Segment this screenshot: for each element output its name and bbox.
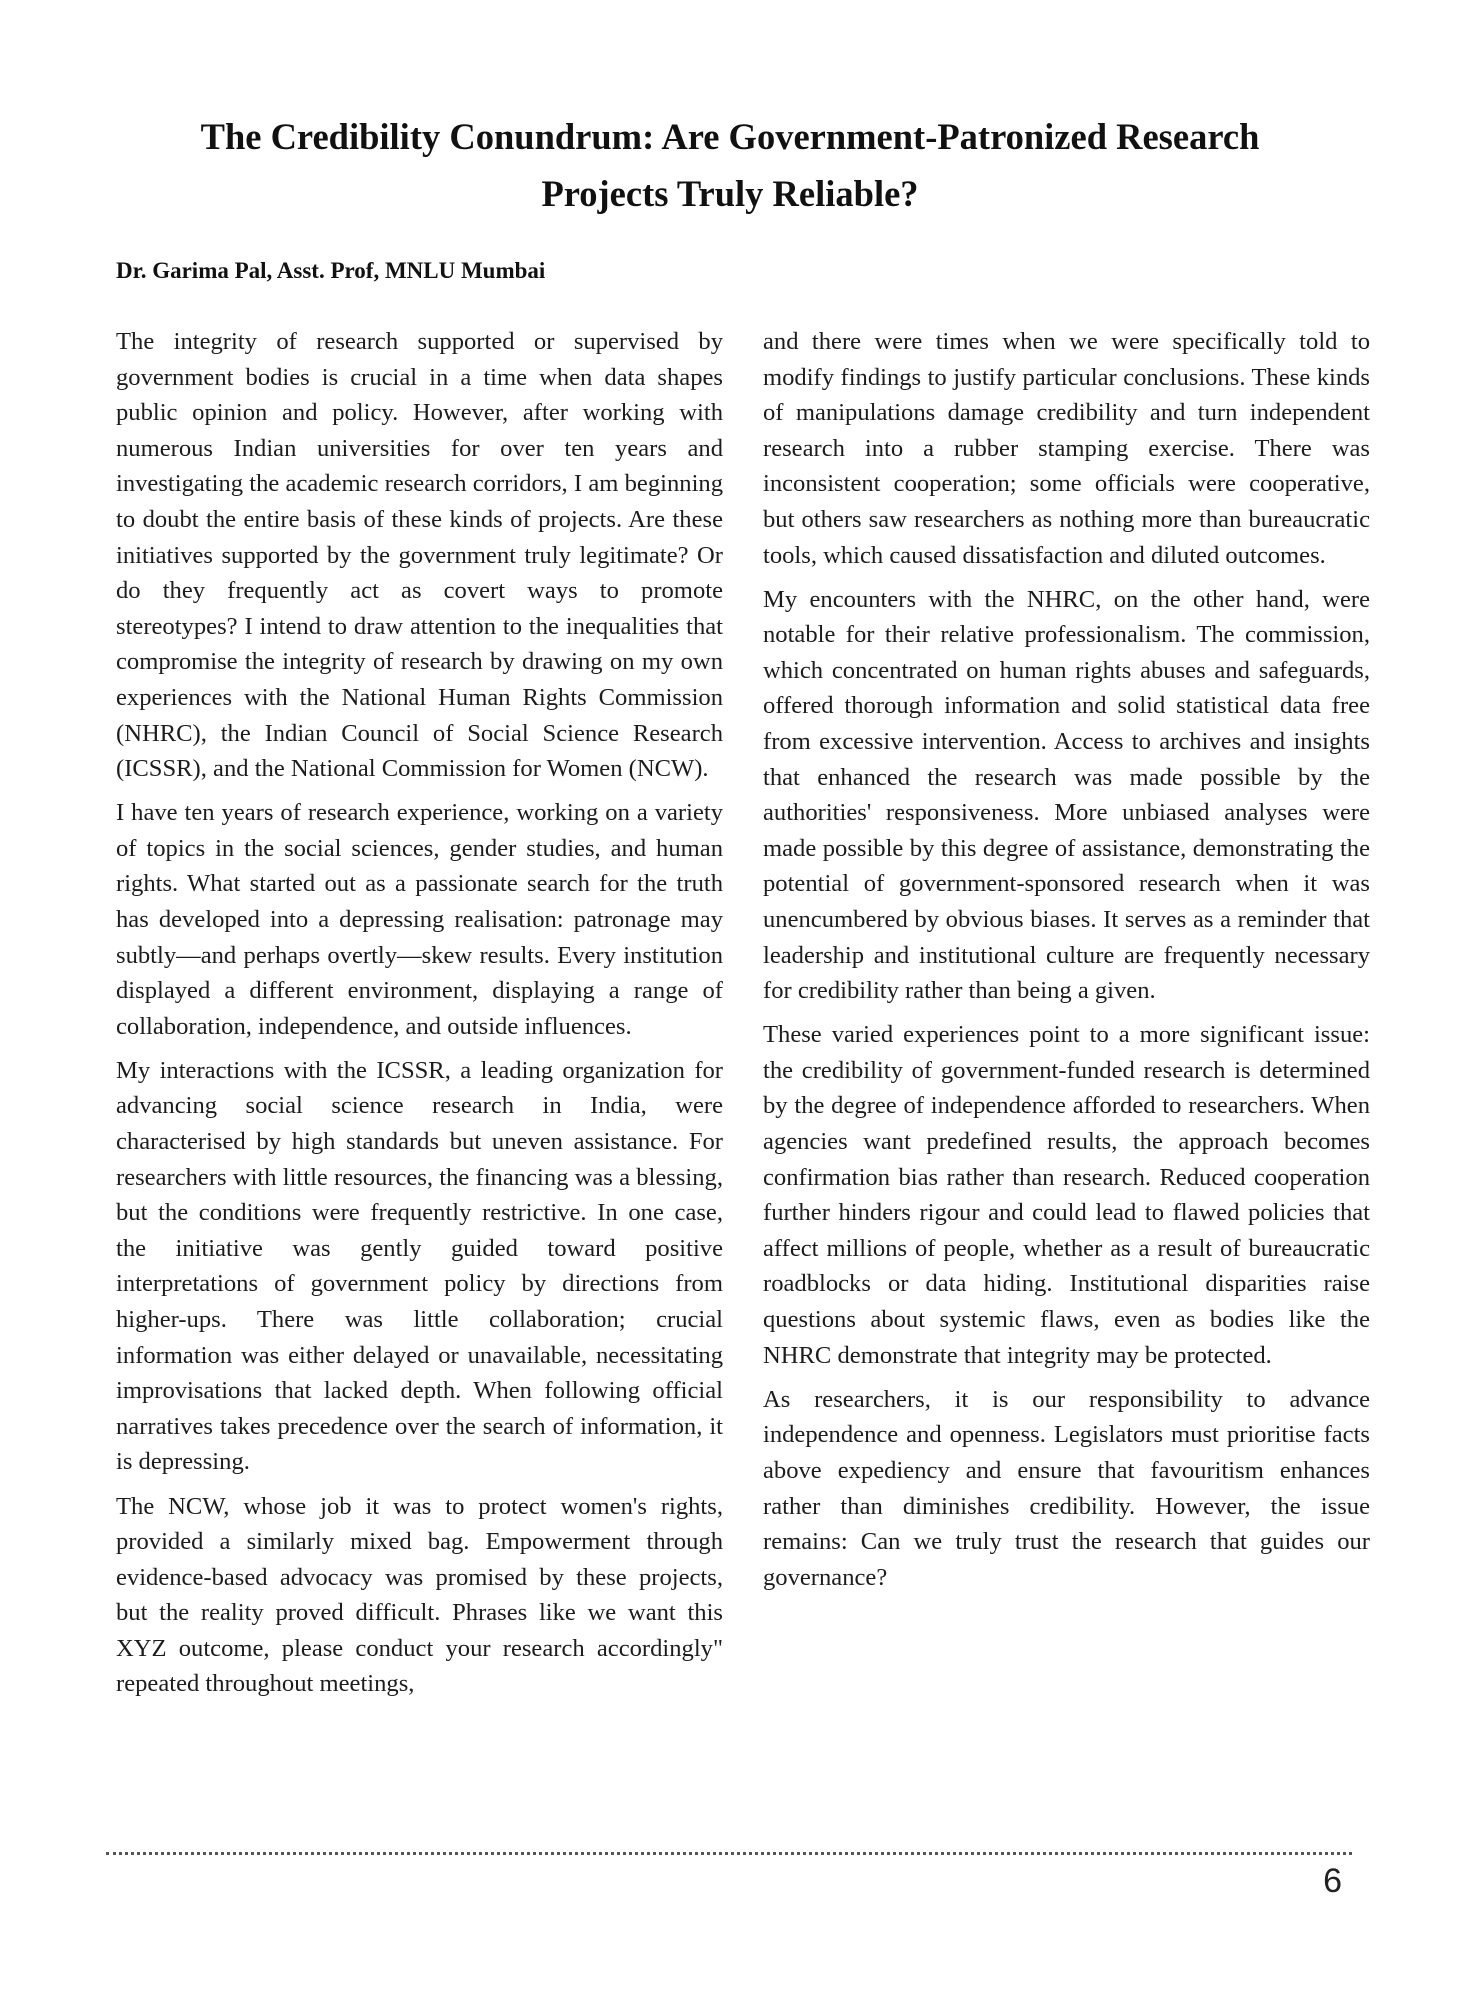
left-column [116,324,723,1711]
paragraph-intro: The integrity of research supported or supervised by government bodies is crucial in a time when data shapes public opinion and policy. However, after working with numerous Indian universities for over ten years and investigating the academic research corridors, I am beginning to doubt the entire basis of these kinds of projects. Are these initiatives supported by the government truly legitimate? Or do they frequently act as covert ways to promote stereotypes? I intend to draw attention to the inequalities that compromise the integrity of research by drawing on my own experiences with the National Human Rights Commission (NHRC), the Indian Council of Social Science Research (ICSSR), and the National Commission for Women (NCW). [116,328,723,783]
right-column [763,324,1370,1604]
article-title: The Credibility Conundrum: Are Government-Patronized Research Projects Truly Reliable? [200,116,1260,214]
footer-divider [106,1852,1352,1855]
author-byline: Dr. Garima Pal, Asst. Prof, MNLU Mumbai [116,258,546,283]
paragraph-ncw: The NCW, whose job it was to protect women's rights, provided a similarly mixed bag. Empowerment through evidence-based advocacy was promised by these projects, but the reality proved difficult. Phrases like we want this XYZ outcome, please conduct your research accordingly" repeated throughout meetings, [116,1492,723,1698]
paragraph-experience: I have ten years of research experience, working on a variety of topics in the social sciences, gender studies, and human rights. What started out as a passionate search for the truth has developed into a depressing realisation: patronage may subtly—and perhaps overtly—skew results. Every institution displayed a different environment, displaying a range of collaboration, independence, and outside influences. [116,799,723,1040]
paragraph-ncw-continued: and there were times when we were specifically told to modify findings to justify particular conclusions. These kinds of manipulations damage credibility and turn independent research into a rubber stamping exercise. There was inconsistent cooperation; some officials were cooperative, but others saw researchers as nothing more than bureaucratic tools, which caused dissatisfaction and diluted outcomes. [763,328,1370,569]
paragraph-significance: These varied experiences point to a more significant issue: the credibility of government-funded research is determined by the degree of independence afforded to researchers. When agencies want predefined results, the approach becomes confirmation bias rather than research. Reduced cooperation further hinders rigour and could lead to flawed policies that affect millions of people, whether as a result of bureaucratic roadblocks or data hiding. Institutional disparities raise questions about systemic flaws, even as bodies like the NHRC demonstrate that integrity may be protected. [763,1021,1370,1369]
paragraph-nhrc: My encounters with the NHRC, on the other hand, were notable for their relative professionalism. The commission, which concentrated on human rights abuses and safeguards, offered thorough information and solid statistical data free from excessive intervention. Access to archives and insights that enhanced the research was made possible by the authorities' responsiveness. More unbiased analyses were made possible by this degree of assistance, demonstrating the potential of government-sponsored research when it was unencumbered by obvious biases. It serves as a reminder that leadership and institutional culture are frequently necessary for credibility rather than being a given. [763,585,1370,1005]
paragraph-conclusion: As researchers, it is our responsibility to advance independence and openness. Legislators must prioritise facts above expediency and ensure that favouritism enhances rather than diminishes credibility. However, the issue remains: Can we truly trust the research that guides our governance? [763,1385,1370,1591]
page-number: 6 [1323,1862,1342,1900]
paragraph-icssr: My interactions with the ICSSR, a leading organization for advancing social science research in India, were characterised by high standards but uneven assistance. For researchers with little resources, the financing was a blessing, but the conditions were frequently restrictive. In one case, the initiative was gently guided toward positive interpretations of government policy by directions from higher-ups. There was little collaboration; crucial information was either delayed or unavailable, necessitating improvisations that lacked depth. When following official narratives takes precedence over the search of information, it is depressing. [116,1056,723,1476]
